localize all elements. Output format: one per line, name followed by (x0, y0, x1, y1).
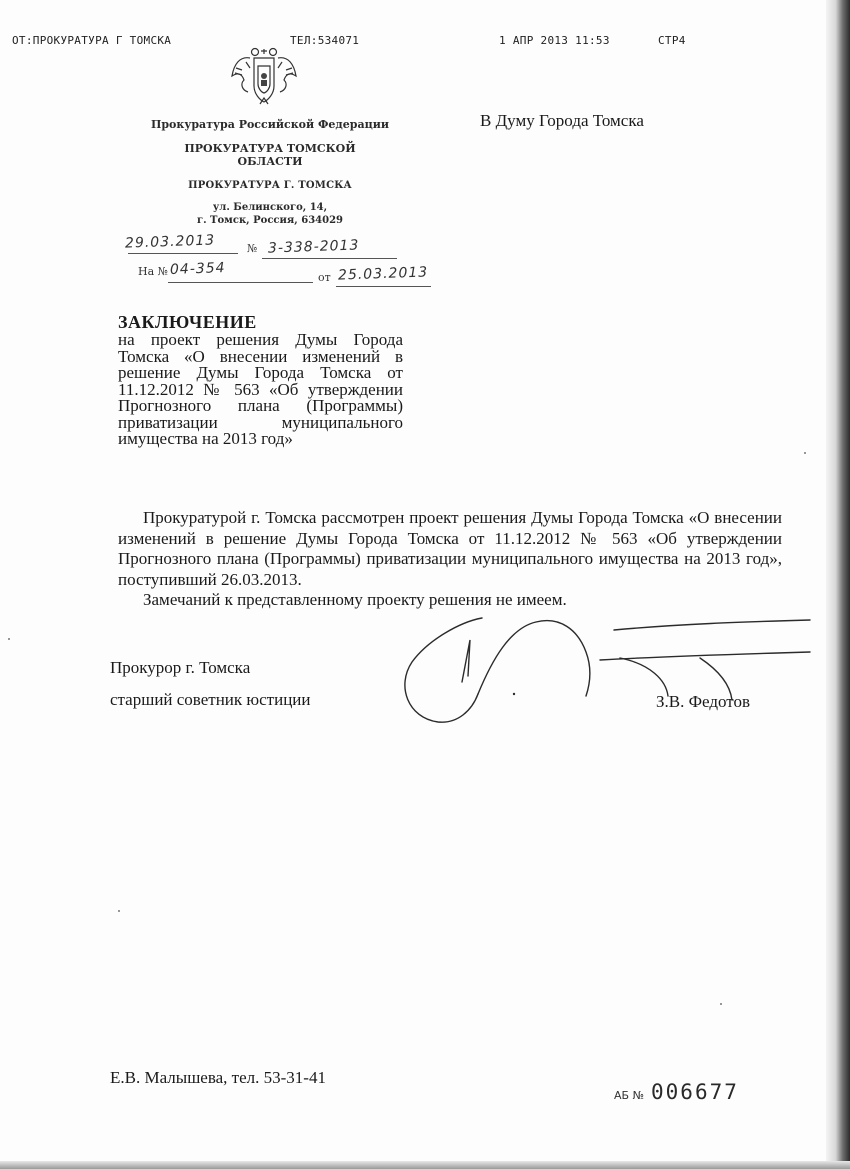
serial-number-block (614, 1080, 739, 1104)
fax-header (12, 34, 712, 50)
registration-number-label: № (247, 242, 258, 255)
reference-number-underline (168, 282, 313, 283)
letterhead-line-regional: ПРОКУРАТУРА ТОМСКОЙ ОБЛАСТИ (184, 142, 356, 168)
signatory-title: Прокурор г. Томска (110, 658, 251, 677)
serial-label: АБ № (614, 1089, 645, 1102)
registration-number-underline (262, 258, 397, 259)
executor-contact: Е.В. Малышева, тел. 53-31-41 (110, 1068, 326, 1087)
registration-date-underline (128, 253, 238, 254)
reference-number: 04-354 (169, 260, 226, 278)
document-title: ЗАКЛЮЧЕНИЕ (118, 312, 257, 332)
recipient: В Думу Города Томска (480, 111, 644, 130)
fax-page-number: СТР4 (658, 34, 686, 47)
serial-number: 006677 (651, 1080, 739, 1104)
letterhead-stamp (150, 118, 390, 227)
registration-date: 29.03.2013 (124, 232, 216, 252)
document-body (118, 508, 782, 611)
russian-coat-of-arms-icon (230, 46, 298, 108)
letterhead-city-postcode: г. Томск, Россия, 634029 (196, 215, 344, 226)
signatory-rank: старший советник юстиции (110, 690, 311, 709)
body-paragraph: Замечаний к представленному проекту решения не имеем. (143, 590, 567, 609)
letterhead-street: ул. Белинского, 14, (212, 202, 328, 213)
reference-date-underline (336, 286, 431, 287)
reference-date-label: от (318, 271, 331, 284)
scan-speck (804, 452, 806, 454)
reference-date: 25.03.2013 (337, 264, 429, 284)
letterhead-line-city: ПРОКУРАТУРА Г. ТОМСКА (188, 180, 352, 191)
letterhead-line-federal: Прокуратура Российской Федерации (150, 118, 390, 131)
scan-speck (118, 910, 120, 912)
document-subject: на проект решения Думы Города Томска «О внесении изменений в решение Думы Города Томска от 11.12.2012 № 563 «Об утверждении Прогнозного плана (Программы) приватизации муниципального имущества на 2013 год» (118, 330, 403, 448)
body-paragraph: Прокуратурой г. Томска рассмотрен проект решения Думы Города Томска «О внесении изменений в решение Думы Города Томска от 11.12.2012 № 563 «Об утверждении Прогнозного плана (Программы) приватизации муниципального имущества на 2013 год», поступивший 26.03.2013. (118, 508, 782, 589)
scan-speck (8, 638, 10, 640)
scan-bottom-edge (0, 1161, 850, 1169)
reference-number-label: На № (138, 265, 169, 278)
fax-sender: ОТ:ПРОКУРАТУРА Г ТОМСКА (12, 34, 172, 47)
scan-speck (720, 1003, 722, 1005)
scan-right-edge (826, 0, 850, 1169)
registration-number: 3-338-2013 (267, 237, 360, 257)
handwritten-signature (400, 600, 820, 750)
fax-datetime: 1 АПР 2013 11:53 (499, 34, 610, 47)
fax-phone: ТЕЛ:534071 (290, 34, 360, 47)
signatory-name: З.В. Федотов (656, 692, 751, 711)
